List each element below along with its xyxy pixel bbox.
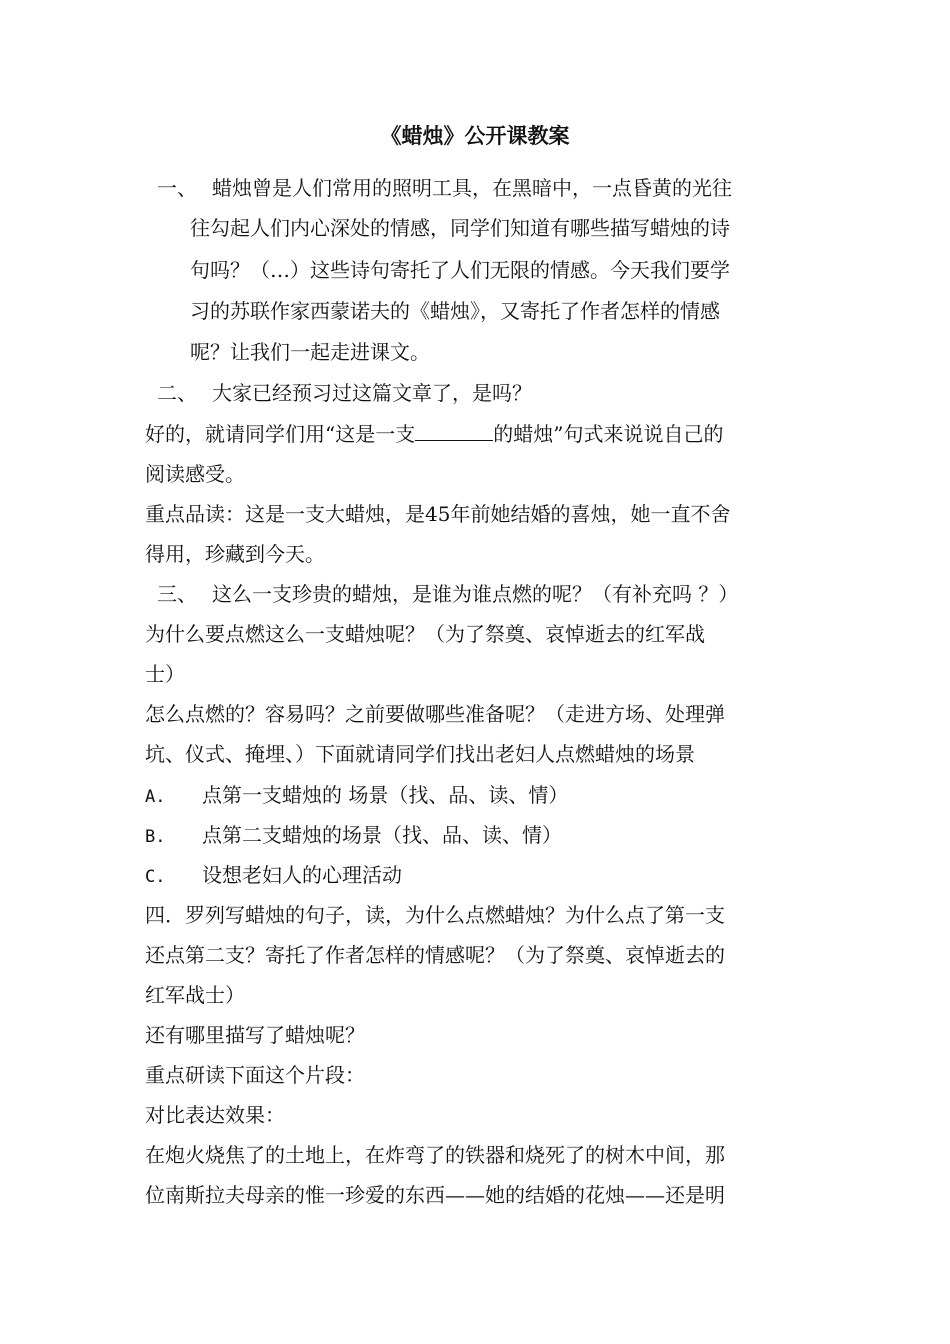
list-item-label: A. bbox=[145, 787, 166, 807]
focus-reading-line: 得用，珍藏到今天。 bbox=[145, 542, 325, 566]
section-3-line: 士） bbox=[145, 662, 185, 686]
page-title: 《蜡烛》公开课教案 bbox=[380, 124, 570, 148]
list-item bbox=[145, 861, 165, 891]
section-1-line: 习的苏联作家西蒙诺夫的《蜡烛》，又寄托了作者怎样的情感 bbox=[190, 299, 720, 323]
fill-in-blank bbox=[415, 424, 493, 441]
prompt-text-after: 的蜡烛”句式来说说自己的 bbox=[493, 422, 724, 446]
section-2-line: 大家已经预习过这篇文章了，是吗？ bbox=[212, 381, 532, 405]
list-item bbox=[145, 781, 165, 811]
section-4-line: 还点第二支？寄托了作者怎样的情感呢？（为了祭奠、哀悼逝去的 bbox=[145, 943, 725, 967]
focus-reading-line: 重点品读：这是一支大蜡烛，是45年前她结婚的喜烛，她一直不舍 bbox=[145, 502, 731, 526]
section-2-number: 二、 bbox=[157, 381, 197, 405]
section-3-number: 三、 bbox=[157, 582, 197, 606]
section-1-number: 一、 bbox=[157, 176, 197, 200]
section-3-line: 这么一支珍贵的蜡烛，是谁为谁点燃的呢？（有补充吗 ？） bbox=[212, 582, 739, 606]
list-item-label: C. bbox=[145, 867, 166, 887]
section-4-line: 还有哪里描写了蜡烛呢？ bbox=[145, 1023, 365, 1047]
prompt-text-before: 好的，就请同学们用“这是一支 bbox=[145, 422, 416, 446]
section-4-line: 对比表达效果： bbox=[145, 1103, 285, 1127]
section-4-line: 位南斯拉夫母亲的惟一珍爱的东西——她的结婚的花烛——还是明 bbox=[145, 1183, 725, 1207]
section-1-line: 往勾起人们内心深处的情感，同学们知道有哪些描写蜡烛的诗 bbox=[190, 216, 730, 240]
list-item-text: 点第二支蜡烛的场景（找、品、读、情） bbox=[202, 823, 562, 847]
section-1-line: 呢？让我们一起走进课文。 bbox=[190, 340, 430, 364]
section-2-line: 阅读感受。 bbox=[145, 462, 245, 486]
list-item-text: 点第一支蜡烛的 场景（找、品、读、情） bbox=[202, 783, 569, 807]
section-3-line: 怎么点燃的？容易吗？之前要做哪些准备呢？（走进方场、处理弹 bbox=[145, 702, 725, 726]
section-3-line: 为什么要点燃这么一支蜡烛呢？（为了祭奠、哀悼逝去的红军战 bbox=[145, 622, 705, 646]
list-item-label: B. bbox=[145, 827, 166, 847]
section-3-line: 坑、仪式、掩埋、）下面就请同学们找出老妇人点燃蜡烛的场景 bbox=[145, 742, 695, 766]
section-4-line: 红军战士） bbox=[145, 983, 245, 1007]
section-2-prompt bbox=[145, 420, 723, 448]
section-1-line: 蜡烛曾是人们常用的照明工具，在黑暗中，一点昏黄的光往 bbox=[212, 176, 732, 200]
section-4-line: 在炮火烧焦了的土地上，在炸弯了的铁器和烧死了的树木中间，那 bbox=[145, 1143, 725, 1167]
list-item bbox=[145, 821, 165, 851]
section-4-line: 四．罗列写蜡烛的句子，读，为什么点燃蜡烛？为什么点了第一支 bbox=[145, 903, 725, 927]
section-4-line: 重点研读下面这个片段： bbox=[145, 1063, 365, 1087]
section-1-line: 句吗？（…）这些诗句寄托了人们无限的情感。今天我们要学 bbox=[190, 258, 730, 282]
list-item-text: 设想老妇人的心理活动 bbox=[202, 863, 402, 887]
